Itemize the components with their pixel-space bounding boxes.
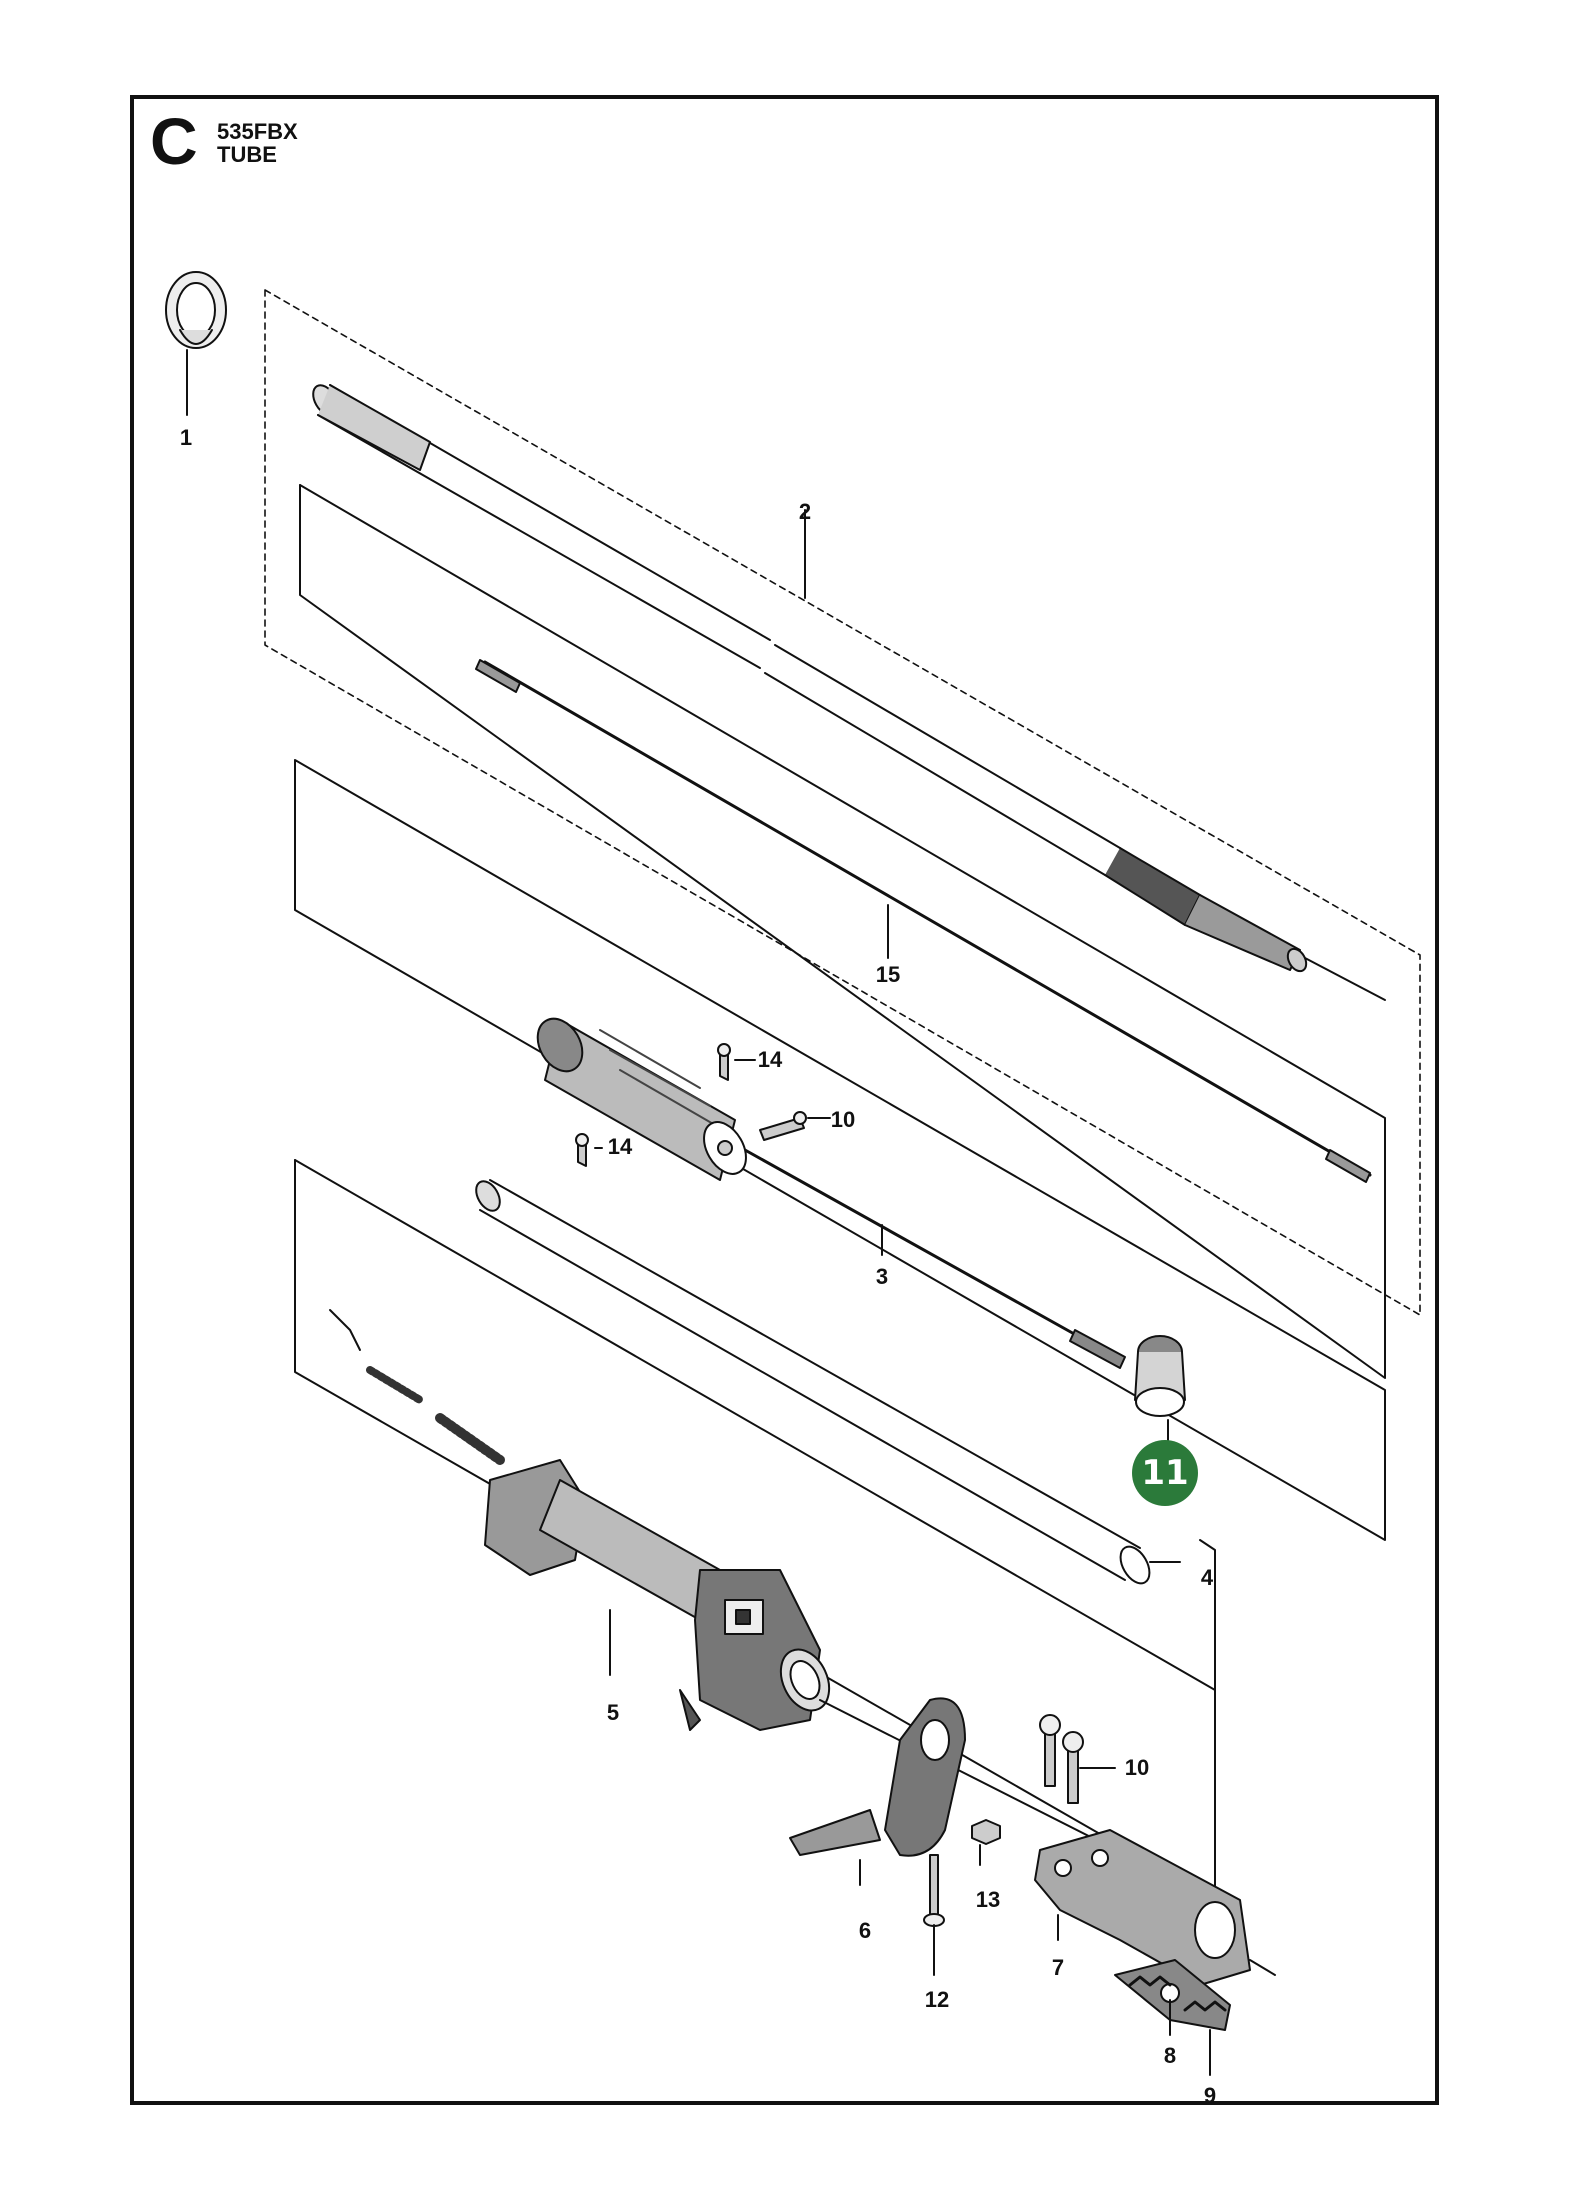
callout-7: 7 xyxy=(1051,1955,1065,1980)
callout-11-highlight[interactable]: 11 xyxy=(1132,1440,1198,1506)
assembly-name: TUBE xyxy=(217,142,277,168)
callout-10-upper: 10 xyxy=(830,1107,856,1132)
callout-12: 12 xyxy=(924,1987,950,2012)
callout-14-upper: 14 xyxy=(757,1047,783,1072)
callout-6: 6 xyxy=(858,1918,872,1943)
part-1-clamp xyxy=(166,272,226,415)
callout-5: 5 xyxy=(606,1700,620,1725)
part-2-tube xyxy=(308,381,1385,1000)
section-letter: C xyxy=(150,104,198,178)
callout-9: 9 xyxy=(1203,2083,1217,2108)
callout-10-lower: 10 xyxy=(1124,1755,1150,1780)
part-10-screw-upper xyxy=(760,1112,830,1140)
part-3-grip xyxy=(529,1011,755,1181)
part-7-clamp-body xyxy=(1035,1830,1275,1985)
part-13-nut xyxy=(972,1820,1000,1865)
part-10-screws-lower xyxy=(1040,1715,1115,1803)
part-3-inner-shaft xyxy=(745,1150,1125,1368)
callout-8: 8 xyxy=(1163,2043,1177,2068)
callout-3: 3 xyxy=(875,1264,889,1289)
callout-14-lower: 14 xyxy=(607,1134,633,1159)
callout-2: 2 xyxy=(798,499,812,524)
part-11-sleeve xyxy=(1135,1336,1185,1440)
callout-1: 1 xyxy=(179,425,193,450)
callout-15: 15 xyxy=(875,962,901,987)
part-12-screw xyxy=(924,1855,944,1975)
part-5-handle xyxy=(330,1310,1215,1900)
callout-4: 4 xyxy=(1200,1565,1214,1590)
callout-13: 13 xyxy=(975,1887,1001,1912)
part-3-shaft-box xyxy=(295,760,1385,1540)
model-name: 535FBX xyxy=(217,119,298,144)
